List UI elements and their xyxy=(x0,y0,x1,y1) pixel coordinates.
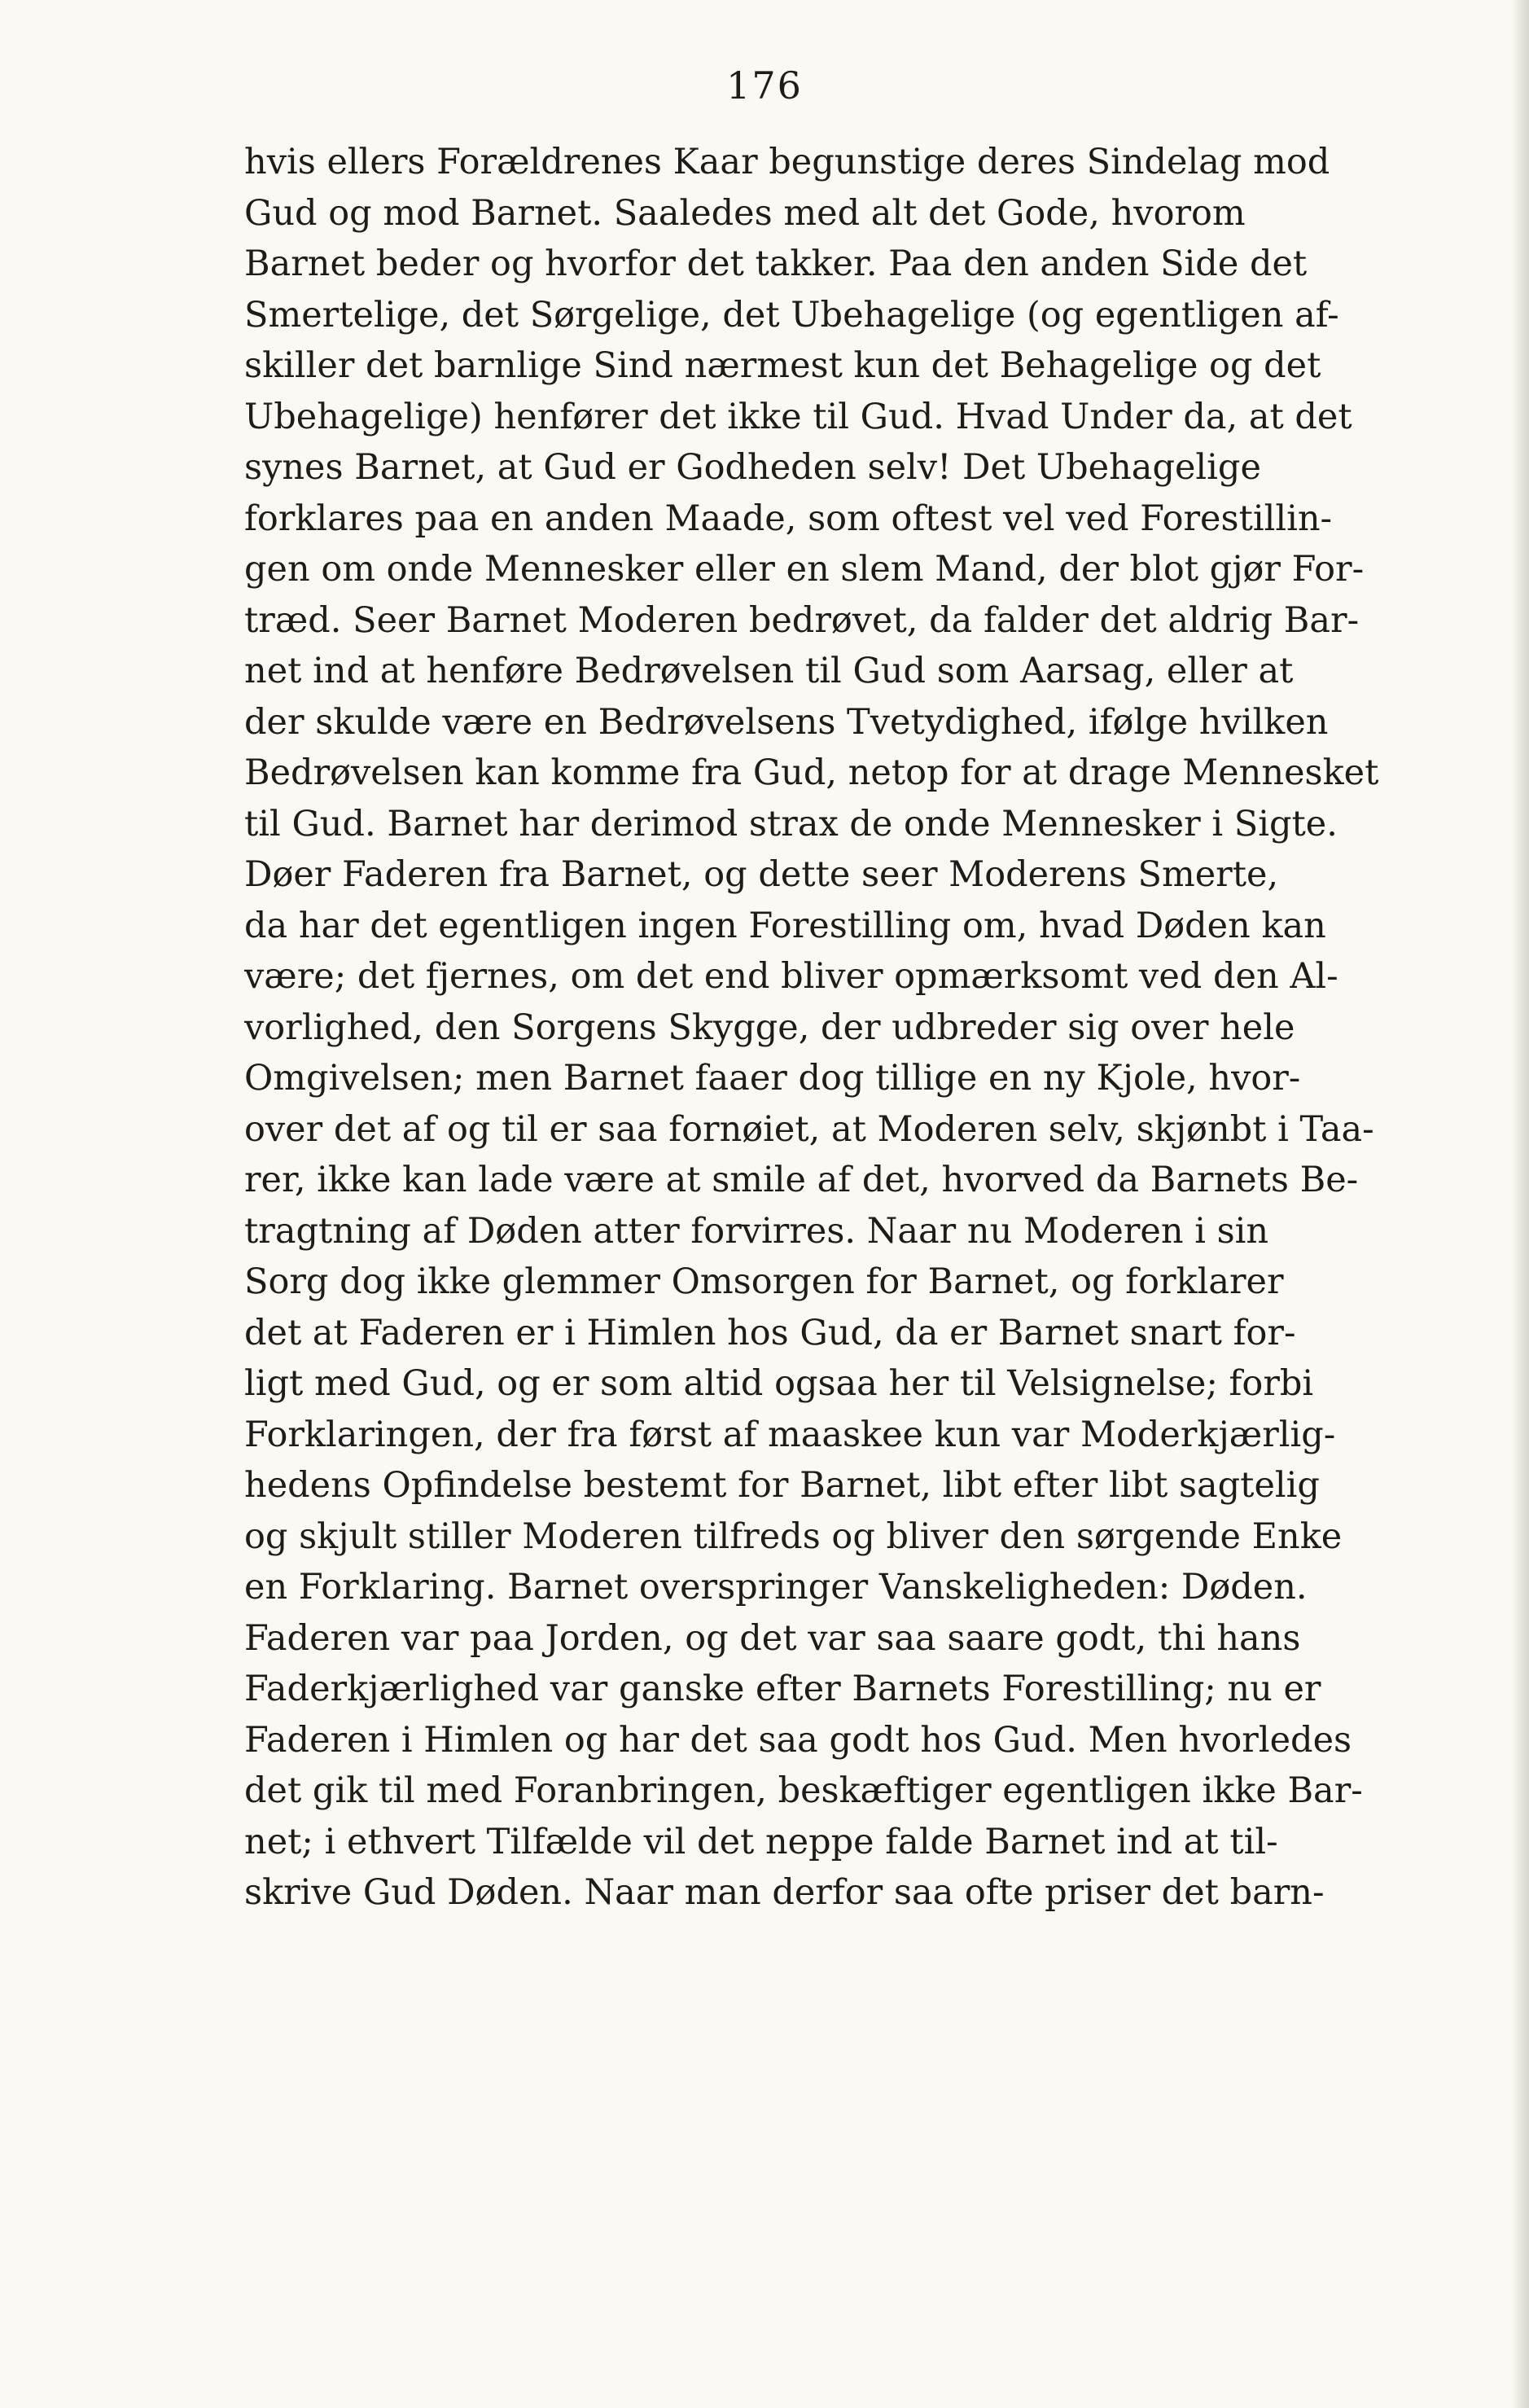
text-line: over det af og til er saa fornøiet, at Moderen selv, skjønbt i Taa- xyxy=(244,1108,1374,1150)
text-line: det gik til med Foranbringen, beskæftiger egentligen ikke Bar- xyxy=(244,1770,1363,1811)
text-line: Omgivelsen; men Barnet faaer dog tillige en ny Kjole, hvor- xyxy=(244,1058,1301,1099)
text-line: Faderkjærlighed var ganske efter Barnets Forestilling; nu er xyxy=(244,1669,1321,1709)
text-line: Bedrøvelsen kan komme fra Gud, netop for at drage Mennesket xyxy=(244,752,1379,793)
text-line: træd. Seer Barnet Moderen bedrøvet, da falder det aldrig Bar- xyxy=(244,599,1360,641)
text-line: og skjult stiller Moderen tilfreds og bliver den sørgende Enke xyxy=(244,1515,1343,1557)
text-line: der skulde være en Bedrøvelsens Tvetydighed, ifølge hvilken xyxy=(244,701,1329,743)
text-line: Gud og mod Barnet. Saaledes med alt det Gode, hvorom xyxy=(244,192,1246,234)
body-text xyxy=(244,137,1400,1919)
text-line: Ubehagelige) henfører det ikke til Gud. Hvad Under da, at det xyxy=(244,396,1352,437)
text-line: Døer Faderen fra Barnet, og dette seer Moderens Smerte, xyxy=(244,854,1279,895)
text-line: ligt med Gud, og er som altid ogsaa her til Velsignelse; forbi xyxy=(244,1363,1314,1404)
text-line: synes Barnet, at Gud er Godheden selv! Det Ubehagelige xyxy=(244,447,1261,488)
text-line: skrive Gud Døden. Naar man derfor saa ofte priser det barn- xyxy=(244,1872,1325,1913)
text-line: net; i ethvert Tilfælde vil det neppe falde Barnet ind at til- xyxy=(244,1821,1278,1862)
text-line: til Gud. Barnet har derimod strax de onde Mennesker i Sigte. xyxy=(244,803,1338,844)
text-line: Faderen var paa Jorden, og det var saa saare godt, thi hans xyxy=(244,1617,1301,1659)
page-number: 176 xyxy=(726,64,803,107)
text-line: Forklaringen, der fra først af maaskee kun var Moderkjærlig- xyxy=(244,1414,1336,1455)
text-line: skiller det barnlige Sind nærmest kun det Behagelige og det xyxy=(244,345,1321,386)
text-line: forklares paa en anden Maade, som oftest vel ved Forestillin- xyxy=(244,498,1333,539)
text-line: da har det egentligen ingen Forestilling om, hvad Døden kan xyxy=(244,905,1326,946)
text-line: Sorg dog ikke glemmer Omsorgen for Barnet, og forklarer xyxy=(244,1261,1284,1302)
text-line: gen om onde Mennesker eller en slem Mand, der blot gjør For- xyxy=(244,549,1365,590)
text-line: Faderen i Himlen og har det saa godt hos Gud. Men hvorledes xyxy=(244,1719,1352,1761)
text-line: hedens Opfindelse bestemt for Barnet, libt efter libt sagtelig xyxy=(244,1465,1320,1506)
text-line: det at Faderen er i Himlen hos Gud, da er Barnet snart for- xyxy=(244,1312,1296,1353)
text-line: en Forklaring. Barnet overspringer Vanskeligheden: Døden. xyxy=(244,1567,1308,1608)
text-line: Barnet beder og hvorfor det takker. Paa den anden Side det xyxy=(244,243,1308,284)
text-line: Smertelige, det Sørgelige, det Ubehagelige (og egentligen af- xyxy=(244,294,1339,336)
text-line: tragtning af Døden atter forvirres. Naar nu Moderen i sin xyxy=(244,1210,1269,1252)
text-line: hvis ellers Forældrenes Kaar begunstige deres Sindelag mod xyxy=(244,142,1330,182)
text-line: vorlighed, den Sorgens Skygge, der udbreder sig over hele xyxy=(244,1007,1295,1048)
text-line: net ind at henføre Bedrøvelsen til Gud som Aarsag, eller at xyxy=(244,651,1294,691)
text-line: rer, ikke kan lade være at smile af det, hvorved da Barnets Be- xyxy=(244,1160,1359,1200)
text-line: være; det fjernes, om det end bliver opmærksomt ved den Al- xyxy=(244,956,1338,997)
page-edge-shadow xyxy=(1511,0,1529,2408)
